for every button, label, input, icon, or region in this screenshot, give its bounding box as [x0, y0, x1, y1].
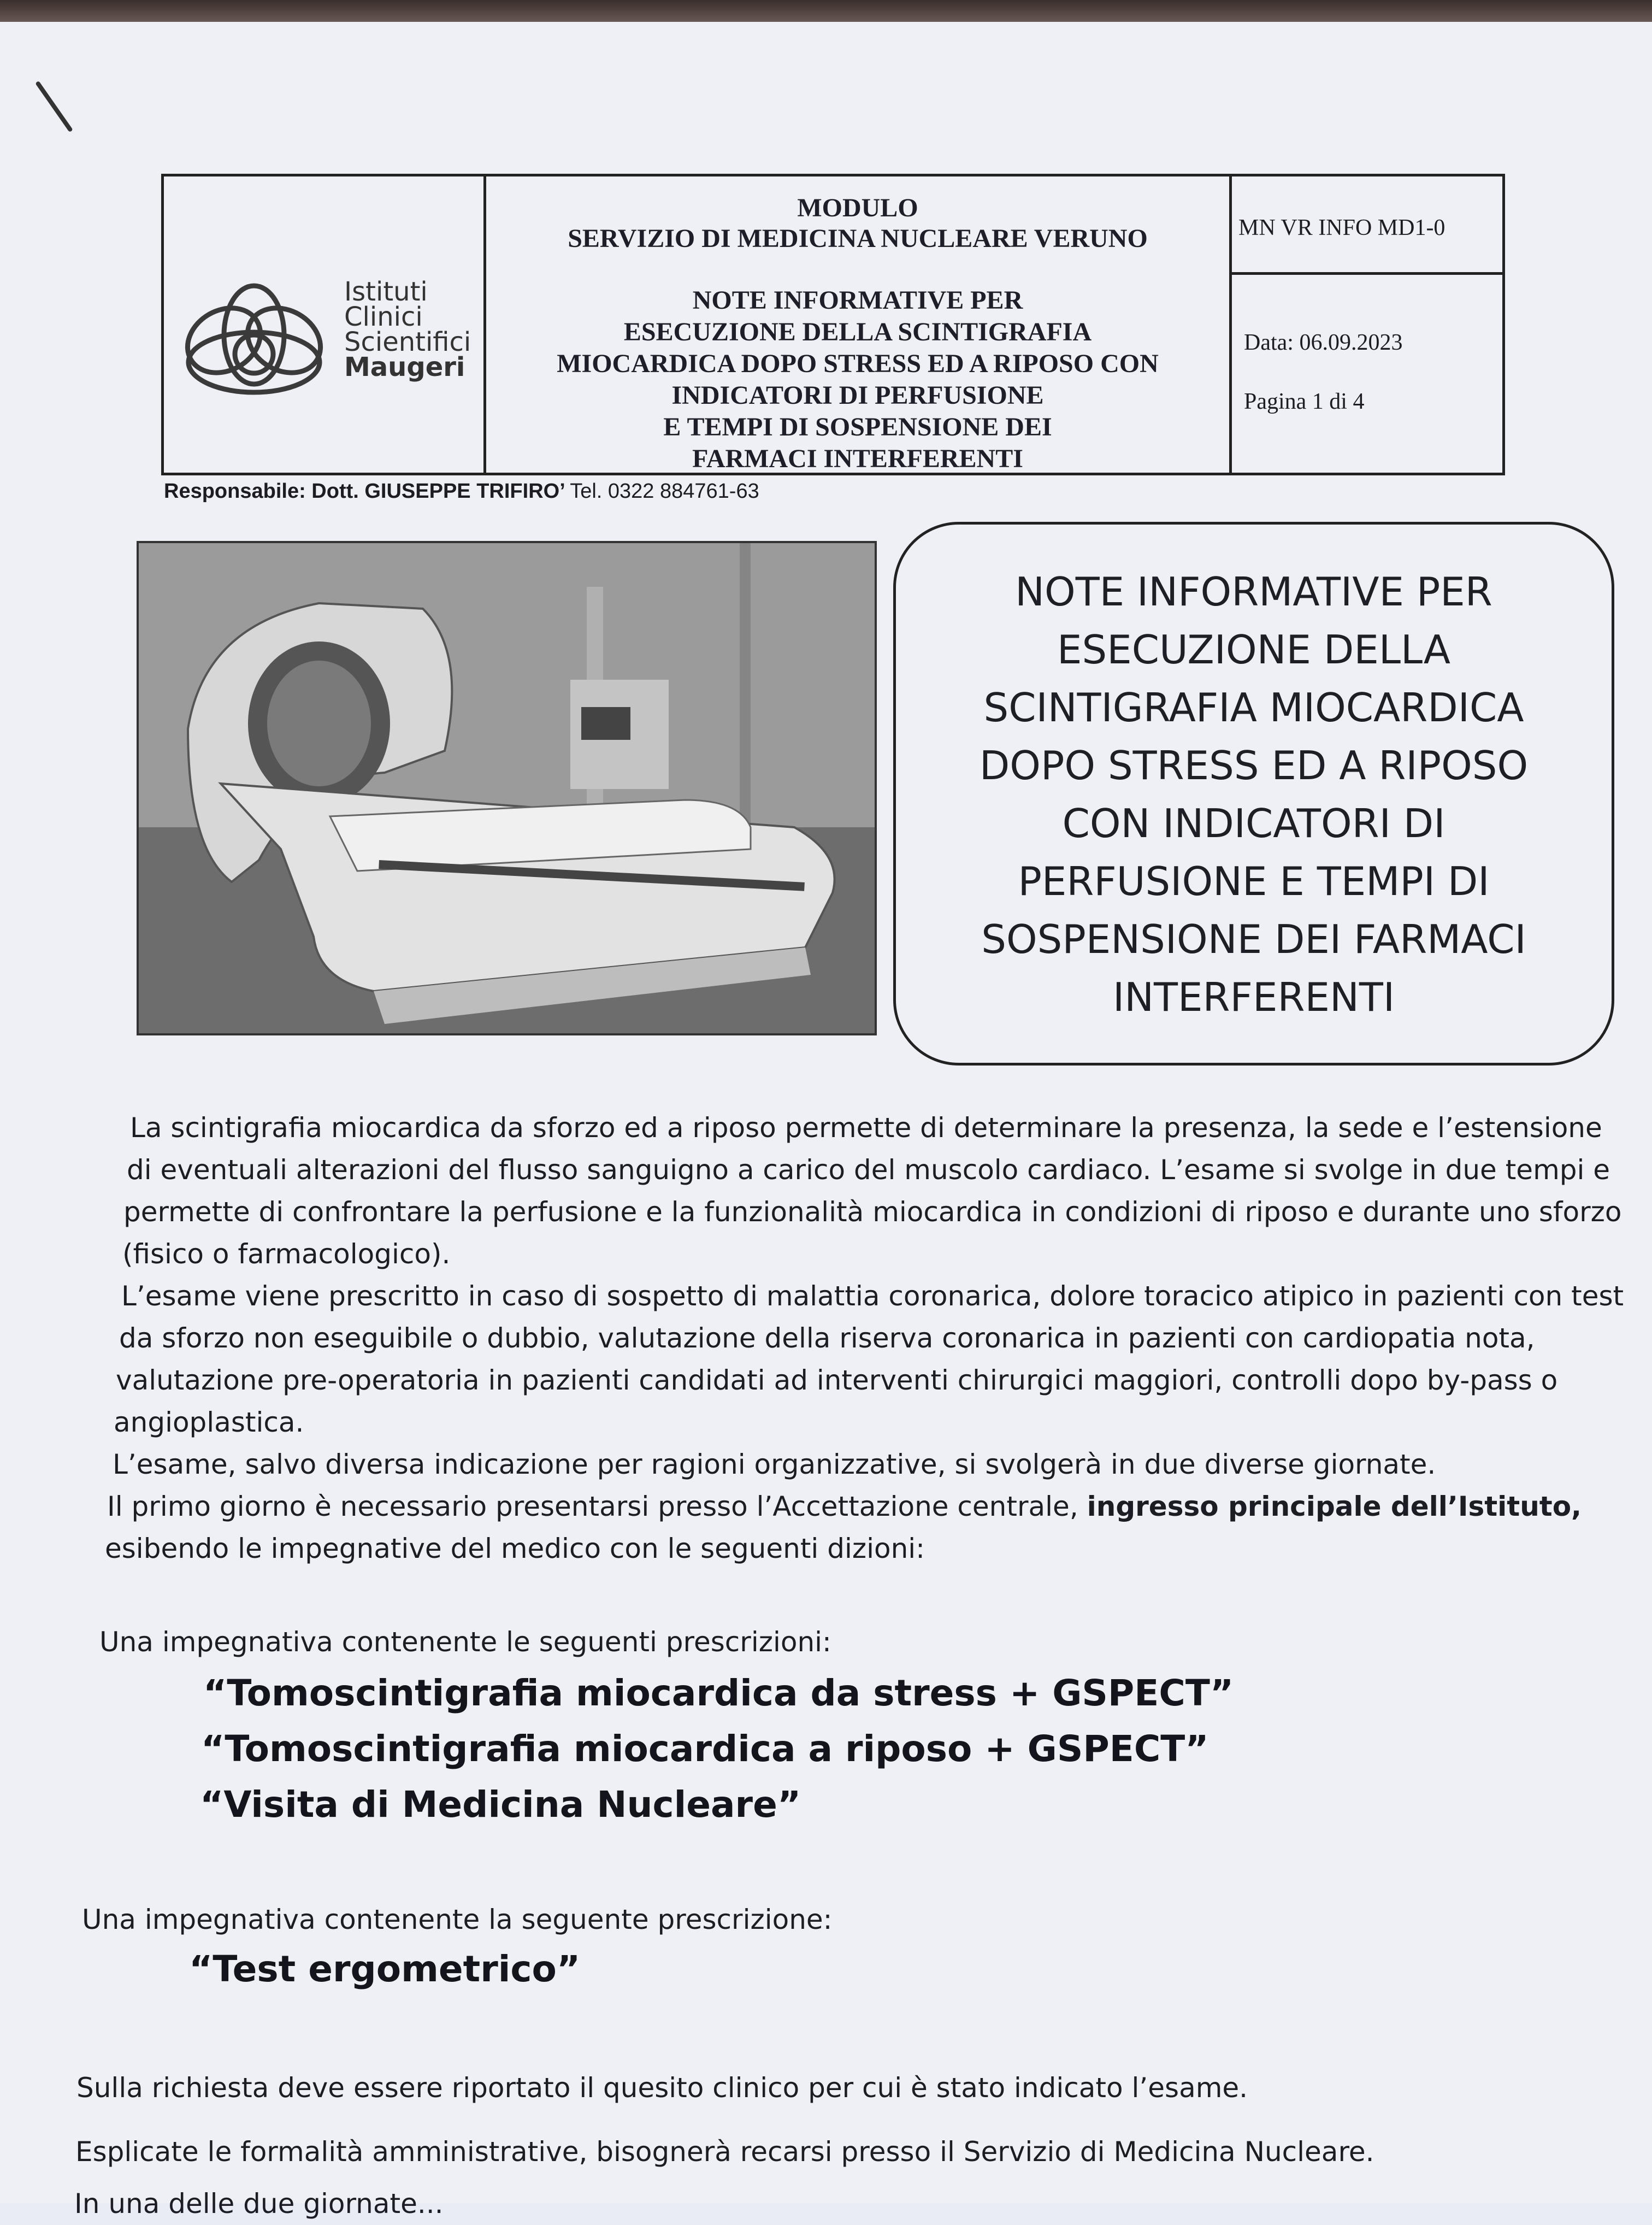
body-line: da sforzo non eseguibile o dubbio, valutazione della riserva coronarica in pazienti con cardiopatia nota, — [119, 1322, 1535, 1354]
body-line: permette di confrontare la perfusione e la funzionalità miocardica in condizioni di riposo e durante uno sforzo — [123, 1196, 1622, 1228]
gamma-camera-scanner-photo — [137, 541, 877, 1035]
logo-line: Clinici — [344, 302, 423, 332]
body-line: angioplastica. — [114, 1406, 304, 1438]
header-table — [161, 174, 1505, 475]
modulo-label: MODULO — [797, 193, 918, 222]
date-cell — [1232, 275, 1505, 473]
module-subject — [486, 285, 1229, 475]
page-number: Pagina 1 di 4 — [1244, 389, 1365, 414]
body-line: La scintigrafia miocardica da sforzo ed a riposo permette di determinare la presenza, la sede e l’estensione — [130, 1112, 1602, 1144]
note-line: NOTE INFORMATIVE PER — [692, 286, 1023, 315]
document-date: Data: 06.09.2023 — [1244, 330, 1403, 355]
body-line: esibendo le impegnative del medico con le seguenti dizioni: — [105, 1533, 925, 1564]
responsabile-label: Responsabile: Dott. GIUSEPPE TRIFIRO’ — [164, 480, 564, 503]
logo-line: Scientifici — [344, 327, 471, 357]
body-line: di eventuali alterazioni del flusso sanguigno a carico del muscolo cardiaco. L’esame si svolge in due tempi e — [127, 1154, 1610, 1186]
note-line: ESECUZIONE DELLA SCINTIGRAFIA — [623, 317, 1092, 346]
document-code: MN VR INFO MD1-0 — [1238, 215, 1446, 240]
body-line: L’esame viene prescritto in caso di sospetto di malattia coronarica, dolore toracico atipico in pazienti con test — [121, 1280, 1624, 1312]
body-line: Esplicate le formalità amministrative, bisognerà recarsi presso il Servizio di Medicina Nucleare. — [75, 2136, 1374, 2168]
impegnativa-heading: Una impegnativa contenente la seguente prescrizione: — [82, 1904, 833, 1935]
boxed-title — [893, 522, 1614, 1066]
note-line: MIOCARDICA DOPO STRESS ED A RIPOSO CON — [557, 349, 1159, 378]
impegnativa-heading: Una impegnativa contenente le seguenti prescrizioni: — [99, 1626, 831, 1658]
note-line: FARMACI INTERFERENTI — [692, 444, 1023, 473]
logo-line: Maugeri — [344, 352, 465, 382]
servizio-label: SERVIZIO DI MEDICINA NUCLEARE VERUNO — [568, 224, 1148, 253]
boxed-title-text: NOTE INFORMATIVE PER ESECUZIONE DELLA SCINTIGRAFIA MIOCARDICA DOPO STRESS ED A RIPOSO CON INDICATORI DI PERFUSIONE E TEMPI DI SOSPENSIONE DEI FARMACI INTERFERENTI — [979, 569, 1529, 1020]
logo-text — [344, 276, 471, 382]
prescription-quote: “Tomoscintigrafia miocardica da stress + GSPECT” — [203, 1672, 1234, 1714]
body-line-cut: In una delle due giornate... — [74, 2188, 444, 2220]
title-cell — [486, 176, 1232, 473]
primo-giorno-text: Il primo giorno è necessario presentarsi presso l’Accettazione centrale, — [107, 1491, 1087, 1522]
body-line: valutazione pre-operatoria in pazienti candidati ad interventi chirurgici maggiori, controlli dopo by-pass o — [116, 1364, 1558, 1396]
prescription-quote: “Visita di Medicina Nucleare” — [200, 1783, 801, 1826]
module-title — [486, 193, 1229, 254]
logo-line: Istituti — [344, 276, 428, 307]
prescription-quote: “Tomoscintigrafia miocardica a riposo + GSPECT” — [201, 1728, 1209, 1770]
body-line: Sulla richiesta deve essere riportato il quesito clinico per cui è stato indicato l’esame. — [76, 2072, 1248, 2104]
body-line: L’esame, salvo diversa indicazione per ragioni organizzative, si svolgerà in due diverse giornate. — [113, 1449, 1436, 1480]
prescription-quote: “Test ergometrico” — [189, 1948, 581, 1990]
ingresso-principale-text: ingresso principale dell’Istituto, — [1087, 1491, 1582, 1522]
scanner-illustration — [139, 543, 875, 1033]
logo-cell — [164, 176, 486, 473]
note-line: INDICATORI DI PERFUSIONE — [671, 381, 1044, 410]
primo-giorno-line — [107, 1486, 1582, 1528]
code-cell — [1232, 176, 1505, 275]
telephone: Tel. 0322 884761-63 — [570, 480, 759, 503]
note-line: E TEMPI DI SOSPENSIONE DEI — [663, 413, 1052, 442]
lotus-logo-icon — [175, 258, 333, 401]
responsabile-line — [164, 480, 759, 503]
body-line: (fisico o farmacologico). — [122, 1238, 451, 1270]
